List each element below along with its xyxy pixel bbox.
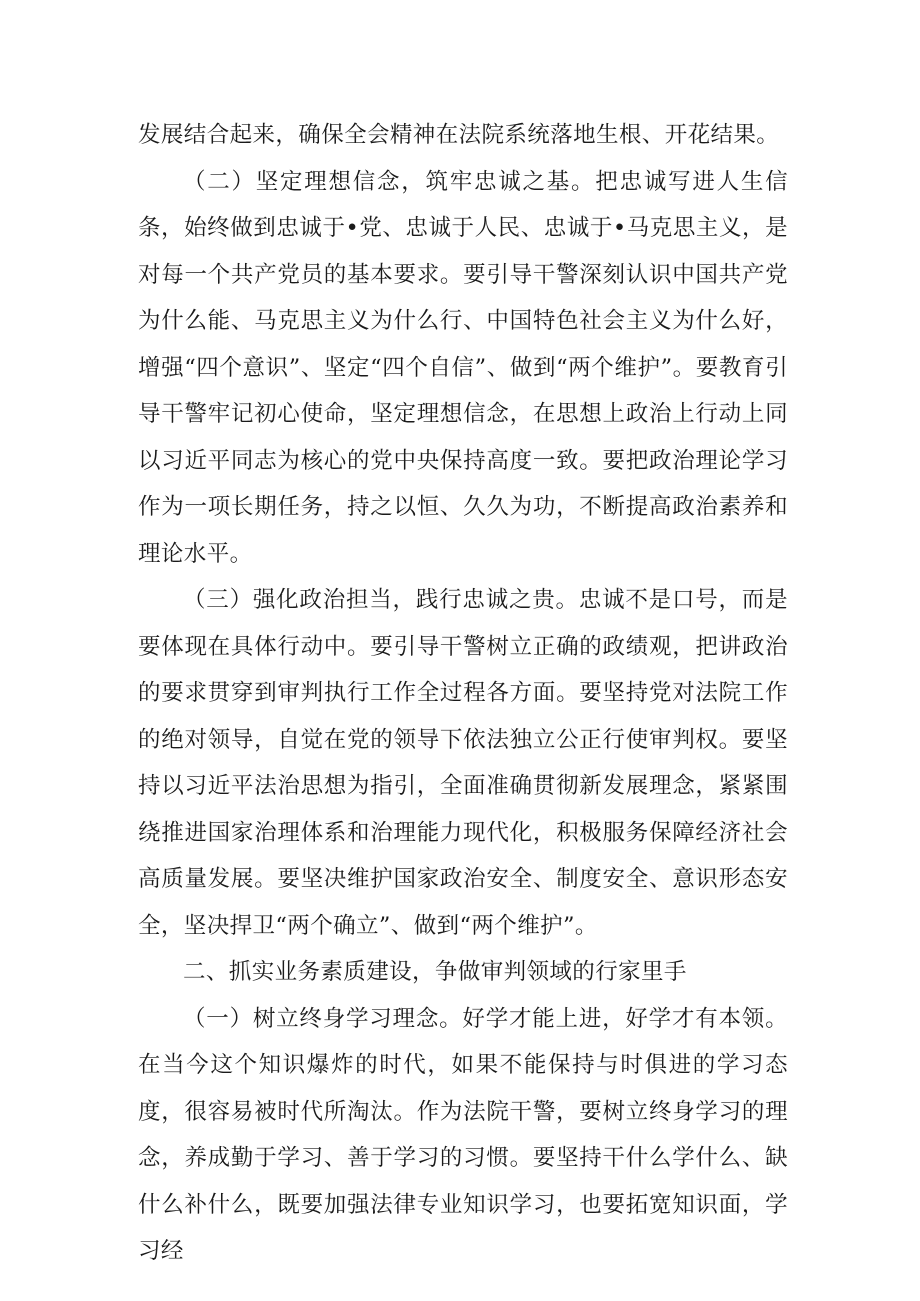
document-body [138, 112, 788, 1275]
paragraph-lifelong-learning: （一）树立终身学习理念。好学才能上进，好学才有本领。在当今这个知识爆炸的时代，如果不能保持与时俱进的学习态度，很容易被时代所淘汰。作为法院干警，要树立终身学习的理念，养成勤于学习、善于学习的习惯。要坚持干什么学什么、缺什么补什么，既要加强法律专业知识学习，也要拓宽知识面，学习经 [138, 1005, 788, 1264]
section-heading-business-quality: 二、抓实业务素质建设，争做审判领域的行家里手 [183, 959, 687, 985]
paragraph-section-3: （三）强化政治担当，践行忠诚之贵。忠诚不是口号，而是要体现在具体行动中。要引导干警树立正确的政绩观，把讲政治的要求贯穿到审判执行工作全过程各方面。要坚持党对法院工作的绝对领导，自觉在党的领导下依法独立公正行使审判权。要坚持以习近平法治思想为指引，全面准确贯彻新发展理念，紧紧围绕推进国家治理体系和治理能力现代化，积极服务保障经济社会高质量发展。要坚决维护国家政治安全、制度安全、意识形态安全，坚决捍卫“两个确立”、做到“两个维护”。 [138, 587, 788, 939]
paragraph-section-2: （二）坚定理想信念，筑牢忠诚之基。把忠诚写进人生信条，始终做到忠诚于•党、忠诚于人民、忠诚于•马克思主义，是对每一个共产党员的基本要求。要引导干警深刻认识中国共产党为什么能、马克思主义为什么行、中国特色社会主义为什么好，增强“四个意识”、坚定“四个自信”、做到“两个维护”。要教育引导干警牢记初心使命，坚定理想信念，在思想上政治上行动上同以习近平同志为核心的党中央保持高度一致。要把政治理论学习作为一项长期任务，持之以恒、久久为功，不断提高政治素养和理论水平。 [138, 168, 788, 567]
paragraph-continuation: 发展结合起来，确保全会精神在法院系统落地生根、开花结果。 [138, 122, 780, 148]
